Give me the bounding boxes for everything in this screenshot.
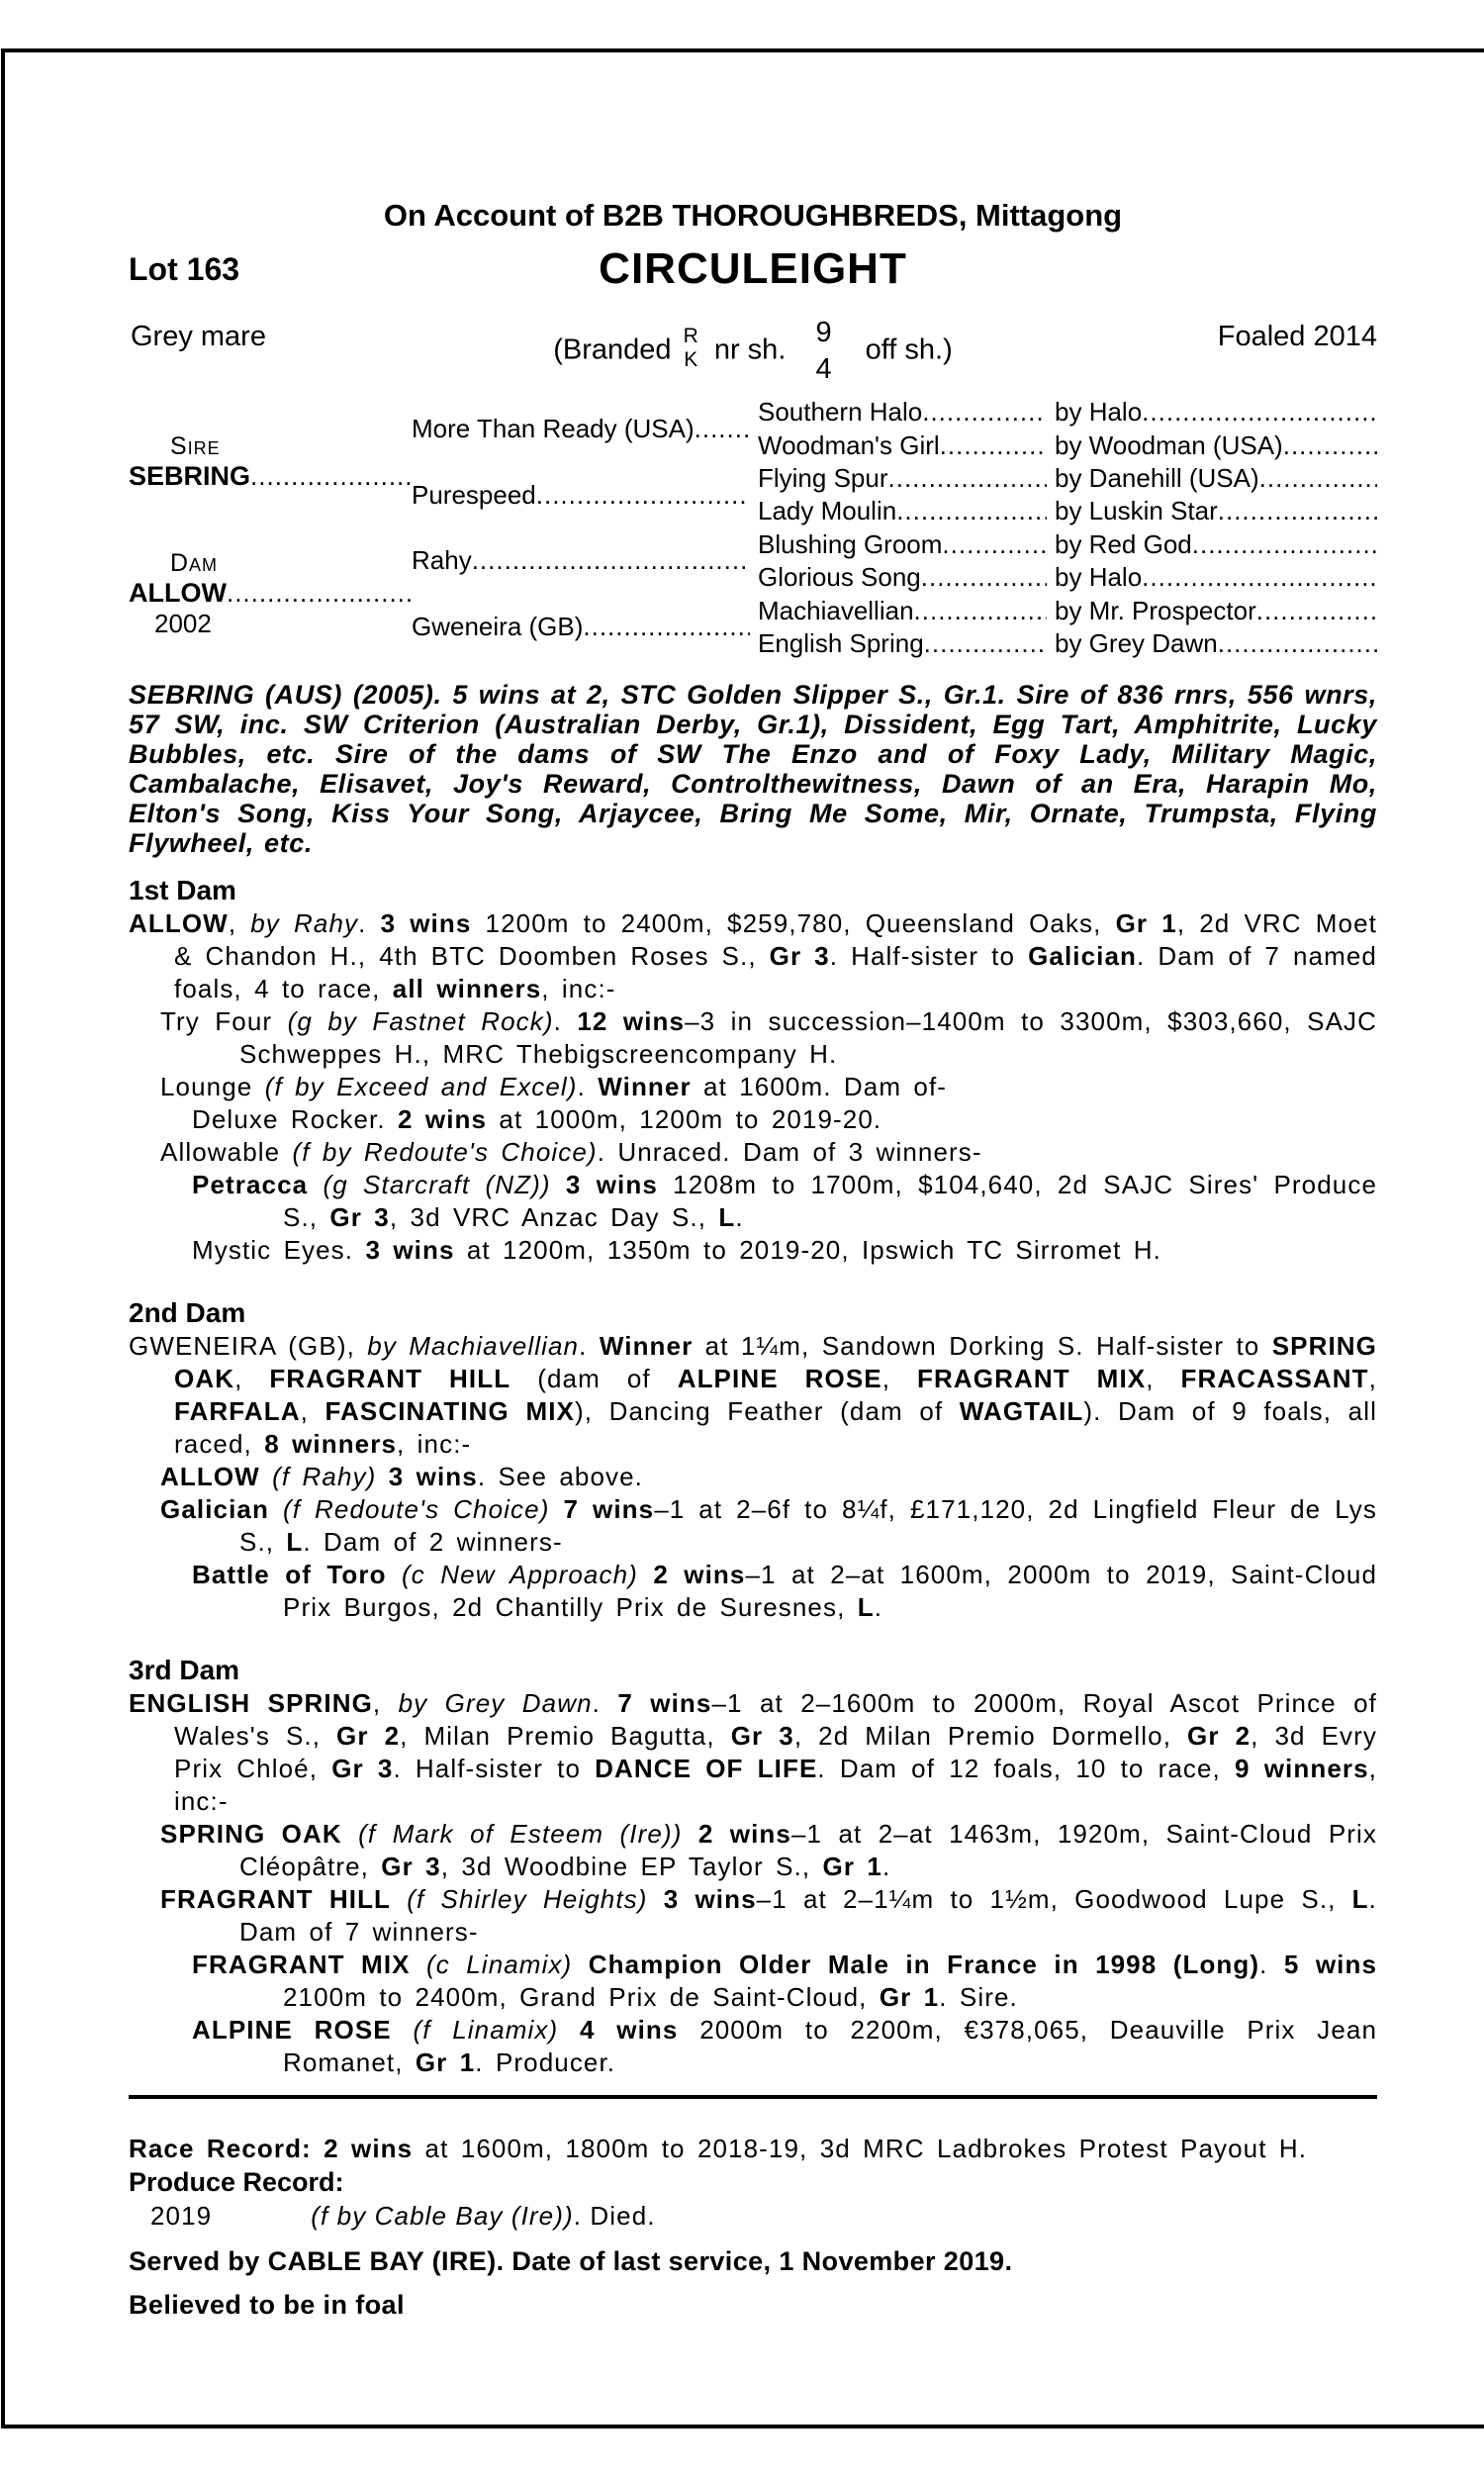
brand-description xyxy=(129,319,1377,384)
section-heading-1st-dam: 1st Dam xyxy=(129,875,236,906)
horse-name-text: Southern Halo xyxy=(758,397,923,428)
gen2-sire-of-sire xyxy=(412,396,758,462)
gen2-dam-of-dam xyxy=(412,594,758,660)
gen3-sire xyxy=(1055,627,1377,660)
horse-name-text: Blushing Groom xyxy=(758,528,943,559)
sire-block xyxy=(129,396,412,528)
foal-paragraph: Try Four (g by Fastnet Rock). 12 wins–3 in succession–1400m to 3300m, $303,660, SAJC Schweppes H., MRC Thebigscreencompany H. xyxy=(160,1006,1377,1070)
offside-label: off sh.) xyxy=(865,333,953,366)
foal-paragraph: Lounge (f by Exceed and Excel). Winner at 1600m. Dam of- xyxy=(160,1072,948,1102)
horse-name-text: Lady Moulin xyxy=(758,496,897,526)
pedigree-table xyxy=(129,396,1377,660)
leader-dots xyxy=(1218,496,1377,526)
offside-brand-bottom: 4 xyxy=(815,353,832,385)
dam-label: Dam xyxy=(170,548,219,577)
foal-paragraph: FRAGRANT MIX (c Linamix) Champion Older Male in France in 1998 (Long). 5 wins 2100m to 2400m, Grand Prix de Saint-Cloud, Gr 1. Sire. xyxy=(192,1950,1378,2013)
leader-dots xyxy=(1218,628,1377,659)
produce-record-row xyxy=(129,2199,1377,2233)
title-row xyxy=(129,243,1377,295)
gen3-row xyxy=(758,561,1055,594)
sire-line-text: by Woodman (USA) xyxy=(1055,429,1283,460)
leader-dots xyxy=(1142,397,1377,428)
gen3-sire xyxy=(1055,462,1377,495)
leader-dots xyxy=(1192,529,1377,560)
foal-paragraph: Mystic Eyes. 3 wins at 1200m, 1350m to 2019-20, Ipswich TC Sirromet H. xyxy=(192,1235,1161,1266)
lot-number: Lot 163 xyxy=(129,251,240,287)
sire-line-text: by Red God xyxy=(1055,528,1192,559)
produce-record-heading: Produce Record: xyxy=(129,2167,344,2198)
page-content xyxy=(129,198,1377,2322)
section-heading-3rd-dam: 3rd Dam xyxy=(129,1655,240,1686)
dam-name: ALLOW xyxy=(129,577,227,608)
sire-line-text: by Halo xyxy=(1055,562,1143,593)
leader-dots xyxy=(888,463,1048,494)
brand-prefix: (Branded xyxy=(553,333,672,366)
dam-block xyxy=(129,528,412,661)
horse-name-text: Flying Spur xyxy=(758,462,888,493)
leader-dots xyxy=(940,430,1047,461)
gen3-sire xyxy=(1055,594,1377,626)
horse-name-text: Glorious Song xyxy=(758,562,921,593)
horse-name-text: English Spring xyxy=(758,627,924,658)
foaled-year: Foaled 2014 xyxy=(1217,321,1377,352)
horse-name: CIRCULEIGHT xyxy=(599,244,907,293)
dam-paragraph: ALLOW, by Rahy. 3 wins 1200m to 2400m, $259,780, Queensland Oaks, Gr 1, 2d VRC Moet & Chandon H., 4th BTC Doomben Roses S., Gr 3. Half-sister to Galician. Dam of 7 named foals, 4 to race, all winners, inc:- xyxy=(129,908,1377,1004)
leader-dots xyxy=(250,461,412,492)
colour-sex: Grey mare xyxy=(131,321,266,352)
leader-dots xyxy=(896,496,1047,526)
dam-year: 2002 xyxy=(154,608,212,638)
info-row xyxy=(129,297,1377,385)
foal-paragraph: Deluxe Rocker. 2 wins at 1000m, 1200m to 2019-20. xyxy=(192,1104,882,1135)
foal-paragraph: Galician (f Redoute's Choice) 7 wins–1 at 2–6f to 8¼f, £171,120, 2d Lingfield Fleur de Lys S., L. Dam of 2 winners- xyxy=(160,1494,1377,1558)
leader-dots xyxy=(1283,430,1377,461)
sire-line-text: by Luskin Star xyxy=(1055,496,1218,526)
foal-paragraph: ALPINE ROSE (f Linamix) 4 wins 2000m to 2200m, €378,065, Deauville Prix Jean Romanet, Gr 1. Producer. xyxy=(192,2015,1378,2078)
section-heading-2nd-dam: 2nd Dam xyxy=(129,1297,246,1329)
gen3-sire xyxy=(1055,428,1377,461)
foal-paragraph: ALLOW (f Rahy) 3 wins. See above. xyxy=(160,1462,644,1492)
horse-name-text: Rahy xyxy=(412,545,472,576)
leader-dots xyxy=(1256,596,1377,626)
gen3-row xyxy=(758,627,1055,660)
nearside-label: nr sh. xyxy=(713,333,787,366)
gen3-sire xyxy=(1055,561,1377,594)
leader-dots xyxy=(695,414,750,444)
horse-name-text: Machiavellian xyxy=(758,595,914,625)
gen3-row xyxy=(758,528,1055,561)
gen3-row xyxy=(758,495,1055,527)
gen3-sire xyxy=(1055,528,1377,561)
foal-paragraph: SPRING OAK (f Mark of Esteem (Ire)) 2 wins–1 at 2–at 1463m, 1920m, Saint-Cloud Prix Cléopâtre, Gr 3, 3d Woodbine EP Taylor S., Gr 1. xyxy=(160,1819,1378,1882)
dam-paragraph: GWENEIRA (GB), by Machiavellian. Winner at 1¼m, Sandown Dorking S. Half-sister to SPRING OAK, FRAGRANT HILL (dam of ALPINE ROSE, FRAGRANT MIX, FRACASSANT, FARFALA, FASCINATING MIX), Dancing Feather (dam of WAGTAIL). Dam of 9 foals, all raced, 8 winners, inc:- xyxy=(129,1331,1378,1460)
in-foal-line: Believed to be in foal xyxy=(129,2290,405,2321)
nearside-brand-top: R xyxy=(683,324,698,347)
leader-dots xyxy=(922,397,1047,428)
leader-dots xyxy=(921,562,1047,593)
gen2-sire-of-dam xyxy=(412,528,758,595)
gen3-row xyxy=(758,396,1055,428)
sire-line-text: by Mr. Prospector xyxy=(1055,595,1256,625)
sire-label: Sire xyxy=(170,431,221,460)
gen2-dam-of-sire xyxy=(412,462,758,528)
foal-paragraph: FRAGRANT HILL (f Shirley Heights) 3 wins–1 at 2–1¼m to 1½m, Goodwood Lupe S., L. Dam of 7 winners- xyxy=(160,1884,1377,1948)
horse-name-text: Purespeed xyxy=(412,479,536,510)
sire-line-text: by Danehill (USA) xyxy=(1055,462,1259,493)
gen3-row xyxy=(758,594,1055,626)
sire-name: SEBRING xyxy=(129,460,251,491)
horse-name-text: Gweneira (GB) xyxy=(412,612,584,642)
leader-dots xyxy=(1142,562,1377,593)
nearside-brand-bottom: K xyxy=(684,347,698,371)
offside-brand-mark xyxy=(815,319,831,384)
offside-brand-top: 9 xyxy=(815,317,832,348)
served-by-line: Served by CABLE BAY (IRE). Date of last service, 1 November 2019. xyxy=(129,2246,1013,2277)
horse-name-text: More Than Ready (USA) xyxy=(412,413,695,443)
gen3-row xyxy=(758,428,1055,461)
vendor-account-line: On Account of B2B THOROUGHBREDS, Mittagong xyxy=(383,198,1123,233)
nearside-brand-mark xyxy=(684,326,698,370)
produce-detail: (f by Cable Bay (Ire)). Died. xyxy=(311,2201,656,2232)
leader-dots xyxy=(942,529,1047,560)
leader-dots xyxy=(1259,463,1377,494)
foal-paragraph: Petracca (g Starcraft (NZ)) 3 wins 1208m to 1700m, $104,640, 2d SAJC Sires' Produce S., Gr 3, 3d VRC Anzac Day S., L. xyxy=(192,1170,1378,1233)
footer-divider xyxy=(129,2095,1377,2099)
leader-dots xyxy=(583,612,750,642)
sire-line-text: by Grey Dawn xyxy=(1055,627,1218,658)
produce-year: 2019 xyxy=(150,2201,213,2232)
race-record: Race Record: 2 wins at 1600m, 1800m to 2018-19, 3d MRC Ladbrokes Protest Payout H. xyxy=(129,2134,1308,2164)
leader-dots xyxy=(227,578,412,609)
horse-name-text: Woodman's Girl xyxy=(758,429,940,460)
sire-summary: SEBRING (AUS) (2005). 5 wins at 2, STC Golden Slipper S., Gr.1. Sire of 836 rnrs, 556 wnrs, 57 SW, inc. SW Criterion (Australian Derby, Gr.1), Dissident, Egg Tart, Amphitrite, Lucky Bubbles, etc. Sire of the dams of SW The Enzo and of Foxy Lady, Military Magic, Cambalache, Elisavet, Joy's Reward, Controlthewitness, Dawn of an Era, Harapin Mo, Elton's Song, Kiss Your Song, Arjaycee, Bring Me Some, Mir, Ornate, Trumpsta, Flying Flywheel, etc. xyxy=(129,680,1377,859)
leader-dots xyxy=(924,628,1047,659)
leader-dots xyxy=(536,480,750,511)
sire-line-text: by Halo xyxy=(1055,397,1143,428)
gen3-sire xyxy=(1055,495,1377,527)
gen3-sire xyxy=(1055,396,1377,428)
foal-paragraph: Battle of Toro (c New Approach) 2 wins–1 at 2–at 1600m, 2000m to 2019, Saint-Cloud Prix Burgos, 2d Chantilly Prix de Suresnes, L. xyxy=(192,1560,1377,1623)
foal-paragraph: Allowable (f by Redoute's Choice). Unraced. Dam of 3 winners- xyxy=(160,1137,982,1168)
leader-dots xyxy=(914,596,1047,626)
dam-paragraph: ENGLISH SPRING, by Grey Dawn. 7 wins–1 at 2–1600m to 2000m, Royal Ascot Prince of Wales's S., Gr 2, Milan Premio Bagutta, Gr 3, 2d Milan Premio Dormello, Gr 2, 3d Evry Prix Chloé, Gr 3. Half-sister to DANCE OF LIFE. Dam of 12 foals, 10 to race, 9 winners, inc:- xyxy=(129,1688,1377,1817)
gen3-row xyxy=(758,462,1055,495)
leader-dots xyxy=(472,545,750,576)
